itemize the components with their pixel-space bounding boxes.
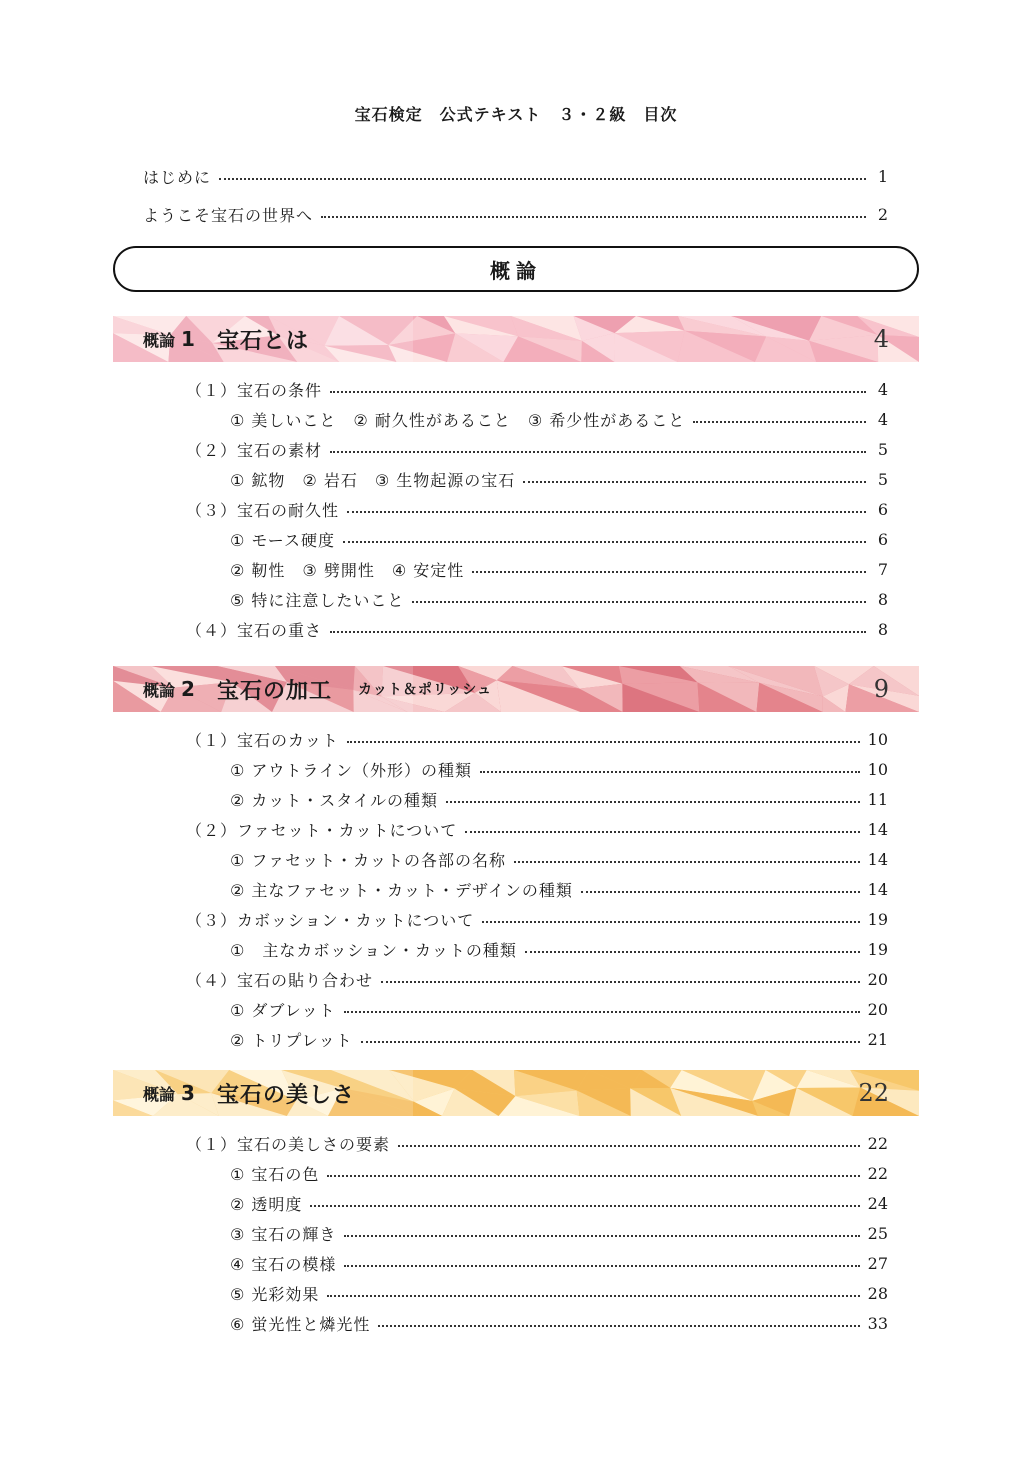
- chapter-prefix: 概論: [143, 1084, 176, 1104]
- chapter-number: 2: [181, 677, 195, 701]
- toc-label: ⑤ 特に注意したいこと: [230, 590, 405, 610]
- toc-label: ① ファセット・カットの各部の名称: [230, 850, 506, 870]
- toc-subsection-row[interactable]: [230, 1281, 888, 1305]
- toc-page-number: 19: [867, 939, 888, 959]
- document-title: 宝石検定 公式テキスト ３・２級 目次: [354, 105, 678, 124]
- chapter-title: 宝石とは: [216, 328, 309, 354]
- dot-leader: [381, 981, 860, 983]
- dot-leader: [343, 541, 866, 543]
- toc-label: （３）カボッション・カットについて: [186, 910, 475, 930]
- dot-leader: [327, 1295, 859, 1297]
- toc-subsection-row[interactable]: [230, 527, 888, 551]
- toc-label: ① 主なカボッション・カットの種類: [230, 940, 517, 960]
- toc-label: ② 靭性 ③ 劈開性 ④ 安定性: [230, 560, 465, 580]
- toc-label: ① 宝石の色: [230, 1164, 320, 1184]
- toc-label: はじめに: [143, 167, 212, 187]
- toc-page-number: 21: [867, 1029, 888, 1049]
- toc-label: （２）宝石の素材: [186, 440, 323, 460]
- toc-label: ① アウトライン（外形）の種類: [230, 760, 472, 780]
- dot-leader: [344, 1011, 860, 1013]
- toc-section-row[interactable]: [186, 437, 888, 461]
- toc-page-number: 11: [867, 789, 888, 809]
- toc-page-number: 1: [877, 166, 888, 186]
- chapter-page-number: 4: [873, 325, 889, 353]
- chapter-band[interactable]: [113, 1070, 919, 1116]
- chapter-prefix: 概論: [143, 330, 176, 350]
- dot-leader: [693, 421, 866, 423]
- dot-leader: [465, 831, 859, 833]
- toc-label: ② カット・スタイルの種類: [230, 790, 438, 810]
- toc-section-row[interactable]: [186, 967, 888, 991]
- dot-leader: [321, 216, 866, 218]
- toc-page-number: 6: [877, 529, 888, 549]
- toc-subsection-row[interactable]: [230, 1027, 888, 1051]
- toc-label: （１）宝石のカット: [186, 730, 339, 750]
- dot-leader: [523, 481, 866, 483]
- toc-section-row[interactable]: [186, 617, 888, 641]
- toc-page-number: 6: [877, 499, 888, 519]
- toc-page-number: 28: [867, 1283, 888, 1303]
- toc-subsection-row[interactable]: [230, 787, 888, 811]
- toc-subsection-row[interactable]: [230, 467, 888, 491]
- toc-subsection-row[interactable]: [230, 407, 888, 431]
- toc-page-number: 4: [877, 409, 888, 429]
- toc-row-intro[interactable]: [143, 202, 888, 226]
- part-heading: 概論: [113, 246, 919, 292]
- dot-leader: [344, 1235, 859, 1237]
- chapter-title: 宝石の美しさ: [216, 1082, 355, 1108]
- toc-label: ④ 宝石の模様: [230, 1254, 337, 1274]
- chapter-band[interactable]: [113, 666, 919, 712]
- dot-leader: [361, 1041, 860, 1043]
- toc-page-number: 33: [867, 1313, 888, 1333]
- toc-section-row[interactable]: [186, 907, 888, 931]
- chapter-page-number: 9: [873, 675, 889, 703]
- dot-leader: [310, 1205, 859, 1207]
- toc-subsection-row[interactable]: [230, 997, 888, 1021]
- toc-page-number: 10: [867, 759, 888, 779]
- chapter-subtitle: カット＆ポリッシュ: [357, 682, 492, 698]
- dot-leader: [330, 451, 866, 453]
- toc-page-number: 19: [867, 909, 888, 929]
- chapter-number: 3: [181, 1081, 195, 1105]
- chapter-page-number: 22: [858, 1079, 889, 1107]
- toc-label: （１）宝石の条件: [186, 380, 323, 400]
- toc-page-number: 2: [877, 204, 888, 224]
- chapter-title: 宝石の加工: [216, 678, 332, 704]
- toc-page-number: 10: [867, 729, 888, 749]
- toc-label: ① 鉱物 ② 岩石 ③ 生物起源の宝石: [230, 470, 516, 490]
- chapter-number: 1: [181, 327, 195, 351]
- toc-subsection-row[interactable]: [230, 1251, 888, 1275]
- toc-subsection-row[interactable]: [230, 757, 888, 781]
- toc-subsection-row[interactable]: [230, 1221, 888, 1245]
- toc-page-number: 8: [877, 619, 888, 639]
- toc-label: （４）宝石の重さ: [186, 620, 323, 640]
- toc-section-row[interactable]: [186, 1131, 888, 1155]
- dot-leader: [482, 921, 859, 923]
- toc-page-number: 25: [867, 1223, 888, 1243]
- dot-leader: [327, 1175, 859, 1177]
- toc-page-number: 24: [867, 1193, 888, 1213]
- toc-page-number: 27: [867, 1253, 888, 1273]
- dot-leader: [344, 1265, 859, 1267]
- toc-subsection-row[interactable]: [230, 847, 888, 871]
- dot-leader: [525, 951, 860, 953]
- dot-leader: [330, 391, 866, 393]
- toc-label: ① モース硬度: [230, 530, 335, 550]
- toc-subsection-row[interactable]: [230, 1161, 888, 1185]
- toc-page-number: 22: [867, 1163, 888, 1183]
- toc-label: ② 主なファセット・カット・デザインの種類: [230, 880, 573, 900]
- toc-subsection-row[interactable]: [230, 877, 888, 901]
- dot-leader: [472, 571, 866, 573]
- toc-subsection-row[interactable]: [230, 1191, 888, 1215]
- toc-subsection-row[interactable]: [230, 587, 888, 611]
- toc-subsection-row[interactable]: [230, 557, 888, 581]
- toc-section-row[interactable]: [186, 377, 888, 401]
- toc-label: ⑥ 蛍光性と燐光性: [230, 1314, 371, 1334]
- toc-label: ① 美しいこと ② 耐久性があること ③ 希少性があること: [230, 410, 686, 430]
- dot-leader: [446, 801, 860, 803]
- toc-section-row[interactable]: [186, 817, 888, 841]
- dot-leader: [398, 1145, 860, 1147]
- toc-label: ② 透明度: [230, 1194, 303, 1214]
- toc-page-number: 5: [877, 439, 888, 459]
- toc-label: ③ 宝石の輝き: [230, 1224, 337, 1244]
- dot-leader: [514, 861, 860, 863]
- toc-page-number: 5: [877, 469, 888, 489]
- dot-leader: [219, 178, 866, 180]
- toc-label: ② トリプレット: [230, 1030, 353, 1050]
- toc-label: ⑤ 光彩効果: [230, 1284, 320, 1304]
- chapter-prefix: 概論: [143, 680, 176, 700]
- toc-page-number: 20: [867, 999, 888, 1019]
- dot-leader: [480, 771, 860, 773]
- toc-page-number: 4: [877, 379, 888, 399]
- toc-label: （３）宝石の耐久性: [186, 500, 340, 520]
- toc-label: ① ダブレット: [230, 1000, 336, 1020]
- dot-leader: [347, 741, 860, 743]
- toc-subsection-row[interactable]: [230, 1311, 888, 1335]
- toc-section-row[interactable]: [186, 727, 888, 751]
- toc-page-number: 14: [867, 849, 888, 869]
- toc-page-number: 7: [877, 559, 888, 579]
- toc-page-number: 20: [867, 969, 888, 989]
- toc-page-number: 14: [867, 819, 888, 839]
- dot-leader: [347, 511, 866, 513]
- toc-row-intro[interactable]: [143, 164, 888, 188]
- toc-section-row[interactable]: [186, 497, 888, 521]
- dot-leader: [412, 601, 866, 603]
- toc-label: （１）宝石の美しさの要素: [186, 1134, 391, 1154]
- toc-label: （４）宝石の貼り合わせ: [186, 970, 374, 990]
- dot-leader: [378, 1325, 859, 1327]
- toc-page-number: 14: [867, 879, 888, 899]
- chapter-band[interactable]: [113, 316, 919, 362]
- toc-label: ようこそ宝石の世界へ: [143, 205, 314, 225]
- toc-label: （２）ファセット・カットについて: [186, 820, 458, 840]
- dot-leader: [581, 891, 860, 893]
- toc-page-number: 22: [867, 1133, 888, 1153]
- dot-leader: [330, 631, 866, 633]
- toc-subsection-row[interactable]: [230, 937, 888, 961]
- toc-page-number: 8: [877, 589, 888, 609]
